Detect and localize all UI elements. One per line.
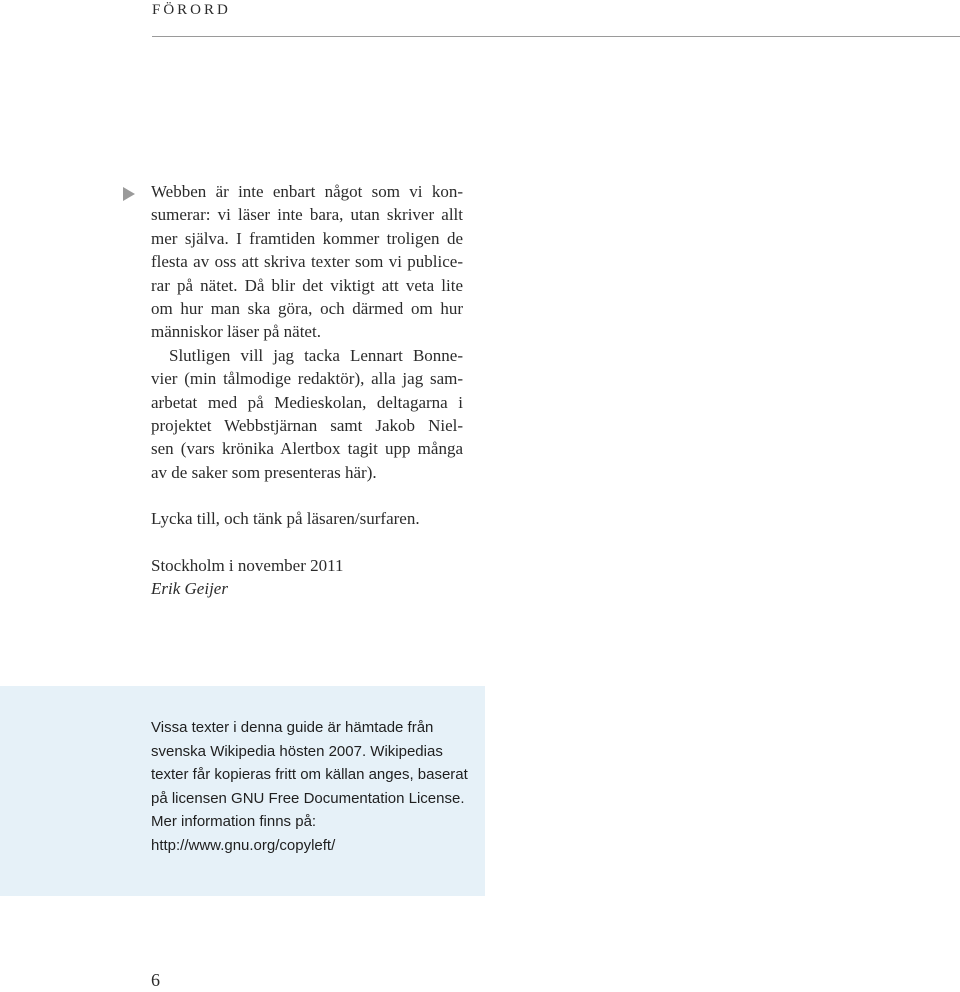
closing-line: Lycka till, och tänk på läsaren/surfaren.: [151, 509, 420, 528]
paragraph2-line: sen (vars krönika Alertbox tagit upp många: [151, 439, 463, 459]
notice-url[interactable]: http://www.gnu.org/copyleft/: [151, 836, 336, 854]
paragraph1-line: Webben är inte enbart något som vi kon-: [151, 182, 463, 201]
author-signature: Erik Geijer: [151, 579, 228, 598]
paragraph2-line: Slutligen vill jag tacka Lennart Bonne-: [169, 345, 463, 365]
place-date: Stockholm i november 2011: [151, 556, 344, 575]
paragraph2-line: projektet Webbstjärnan samt Jakob Niel-: [151, 416, 463, 436]
license-notice-text: [151, 716, 481, 857]
paragraph2-line: arbetat med på Medieskolan, deltagarna i: [151, 392, 463, 412]
notice-line: texter får kopieras fritt om källan anges, baserat: [151, 766, 468, 783]
notice-line: Vissa texter i denna guide är hämtade från: [151, 719, 434, 736]
paragraph1-line: rar på nätet. Då blir det viktigt att veta lite: [151, 275, 463, 295]
foreword-body: [151, 180, 463, 484]
paragraph1-line: flesta av oss att skriva texter som vi publice-: [151, 252, 463, 272]
notice-line: på licensen GNU Free Documentation License.: [151, 789, 465, 807]
notice-line: Mer information finns på:: [151, 813, 317, 830]
paragraph1-line: sumerar: vi läser inte bara, utan skriver allt: [151, 205, 463, 225]
paragraph2-line: vier (min tålmodige redaktör), alla jag sam-: [151, 369, 463, 389]
paragraph2-line: av de saker som presenteras här).: [151, 462, 377, 482]
header-rule: [152, 36, 960, 37]
page-number: 6: [151, 970, 160, 990]
paragraph1-line: människor läser på nätet.: [151, 322, 321, 342]
triangle-arrow-right-icon: [123, 187, 135, 201]
notice-line: svenska Wikipedia hösten 2007. Wikipedias: [151, 742, 443, 760]
paragraph1-line: mer själva. I framtiden kommer troligen de: [151, 228, 463, 248]
section-label: FÖRORD: [152, 2, 231, 18]
paragraph1-line: om hur man ska göra, och därmed om hur: [151, 299, 463, 319]
